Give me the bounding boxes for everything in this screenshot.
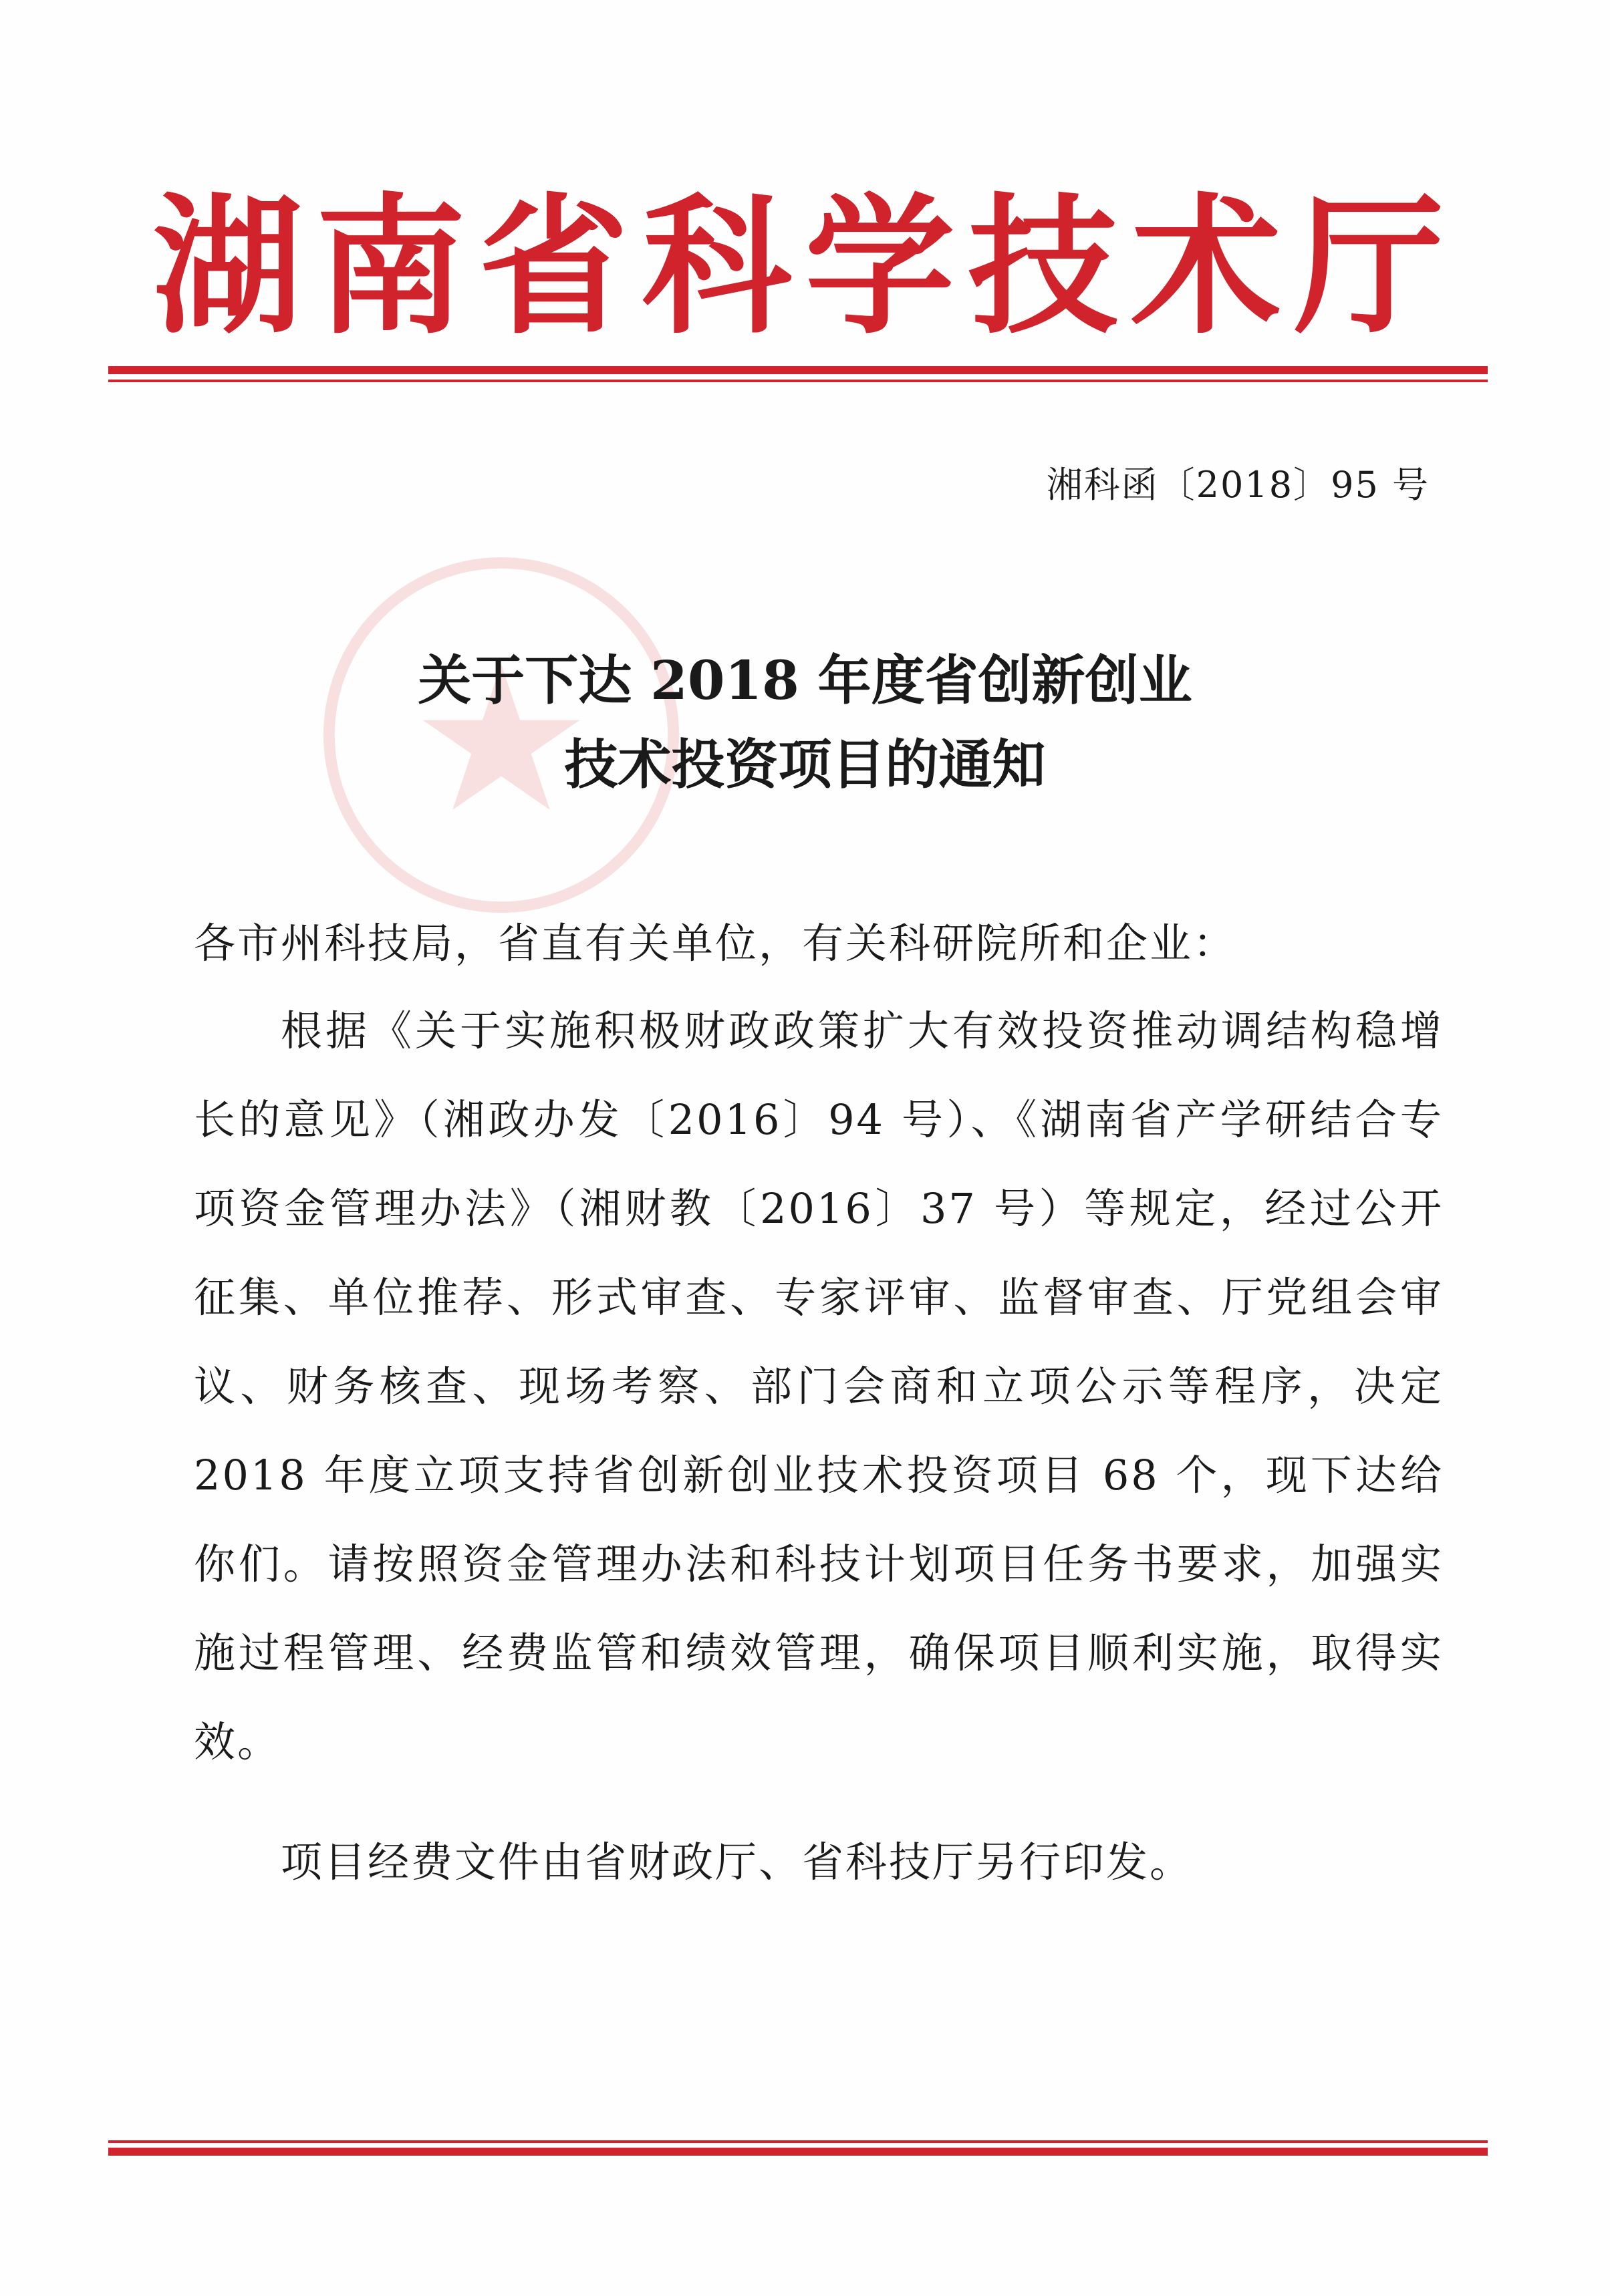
- header-red-rule-thin: [108, 380, 1488, 382]
- body-paragraph-1: 根据《关于实施积极财政政策扩大有效投资推动调结构稳增长的意见》（湘政办发〔2016〕94 号）、《湖南省产学研结合专项资金管理办法》（湘财教〔2016〕37 号）等规定，经过公开征集、单位推荐、形式审查、专家评审、监督审查、厅党组会审议、财务核查、现场考察、部门会商和立项公示等程序，决定 2018 年度立项支持省创新创业技术投资项目 68 个，现下达给你们。请按照资金管理办法和科技计划项目任务书要求，加强实施过程管理、经费监管和绩效管理，确保项目顺利实施，取得实效。: [194, 1006, 1444, 1766]
- issuer-masthead: 湖南省科学技术厅: [152, 180, 1458, 354]
- salutation: 各市州科技局，省直有关单位，有关科研院所和企业：: [194, 919, 1237, 968]
- body-paragraph-2: 项目经费文件由省财政厅、省科技厅另行印发。: [281, 1838, 1194, 1886]
- footer-red-rule-thin: [108, 2140, 1488, 2143]
- document-title-line-1: 关于下达 2018 年度省创新创业: [418, 649, 1192, 712]
- footer-red-rule-thick: [108, 2148, 1488, 2156]
- header-red-rule-thick: [108, 366, 1488, 374]
- document-title-line-2: 技术投资项目的通知: [564, 733, 1046, 796]
- document-number: 湘科函〔2018〕95 号: [1046, 464, 1430, 506]
